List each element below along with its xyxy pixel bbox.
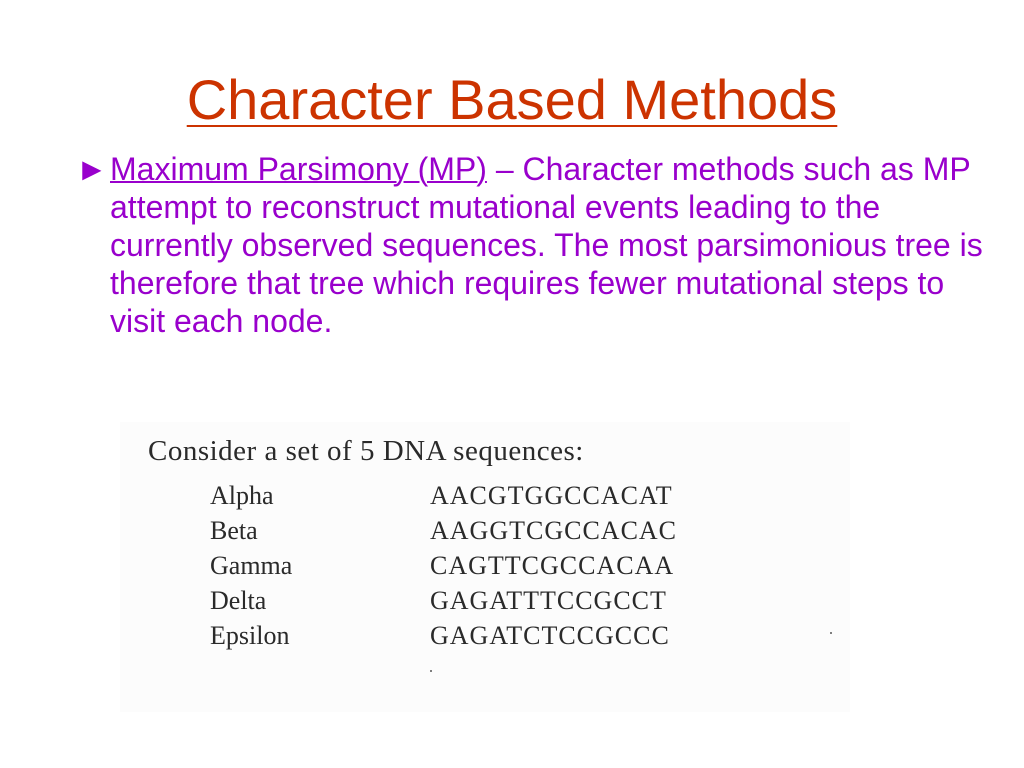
- scan-speck: [830, 632, 832, 634]
- figure-heading: Consider a set of 5 DNA sequences:: [148, 435, 584, 467]
- sequence-name: Gamma: [210, 550, 293, 580]
- slide-title: Character Based Methods: [186, 68, 838, 131]
- sequence-name: Beta: [210, 515, 258, 545]
- table-row: [210, 583, 677, 618]
- sequence-name: Epsilon: [210, 620, 290, 650]
- sequence-name: Delta: [210, 585, 267, 615]
- bullet-description: – Character methods such as MP attempt to reconstruct mutational events leading to the currently observed sequences. The most parsimonious tree is therefore that tree which requires fewer mutational steps to visit each node.: [110, 151, 983, 339]
- bullet-text: [110, 150, 990, 340]
- bullet-term: Maximum Parsimony (MP): [110, 151, 487, 187]
- sequence-name: Alpha: [210, 480, 274, 510]
- sequence-value: CAGTTCGCCACAA: [430, 550, 675, 580]
- sequence-value: GAGATCTCCGCCC: [430, 620, 670, 650]
- scan-speck: [430, 670, 432, 672]
- sequence-value: AAGGTCGCCACAC: [430, 515, 678, 545]
- bullet-arrow-icon: ►: [76, 151, 108, 187]
- sequence-table: [210, 478, 677, 653]
- table-row: [210, 478, 677, 513]
- table-row: [210, 513, 677, 548]
- table-row: [210, 548, 677, 583]
- dna-sequences-figure: [120, 422, 850, 712]
- sequence-value: AACGTGGCCACAT: [430, 480, 673, 510]
- table-row: [210, 618, 677, 653]
- sequence-value: GAGATTTCCGCCT: [430, 585, 667, 615]
